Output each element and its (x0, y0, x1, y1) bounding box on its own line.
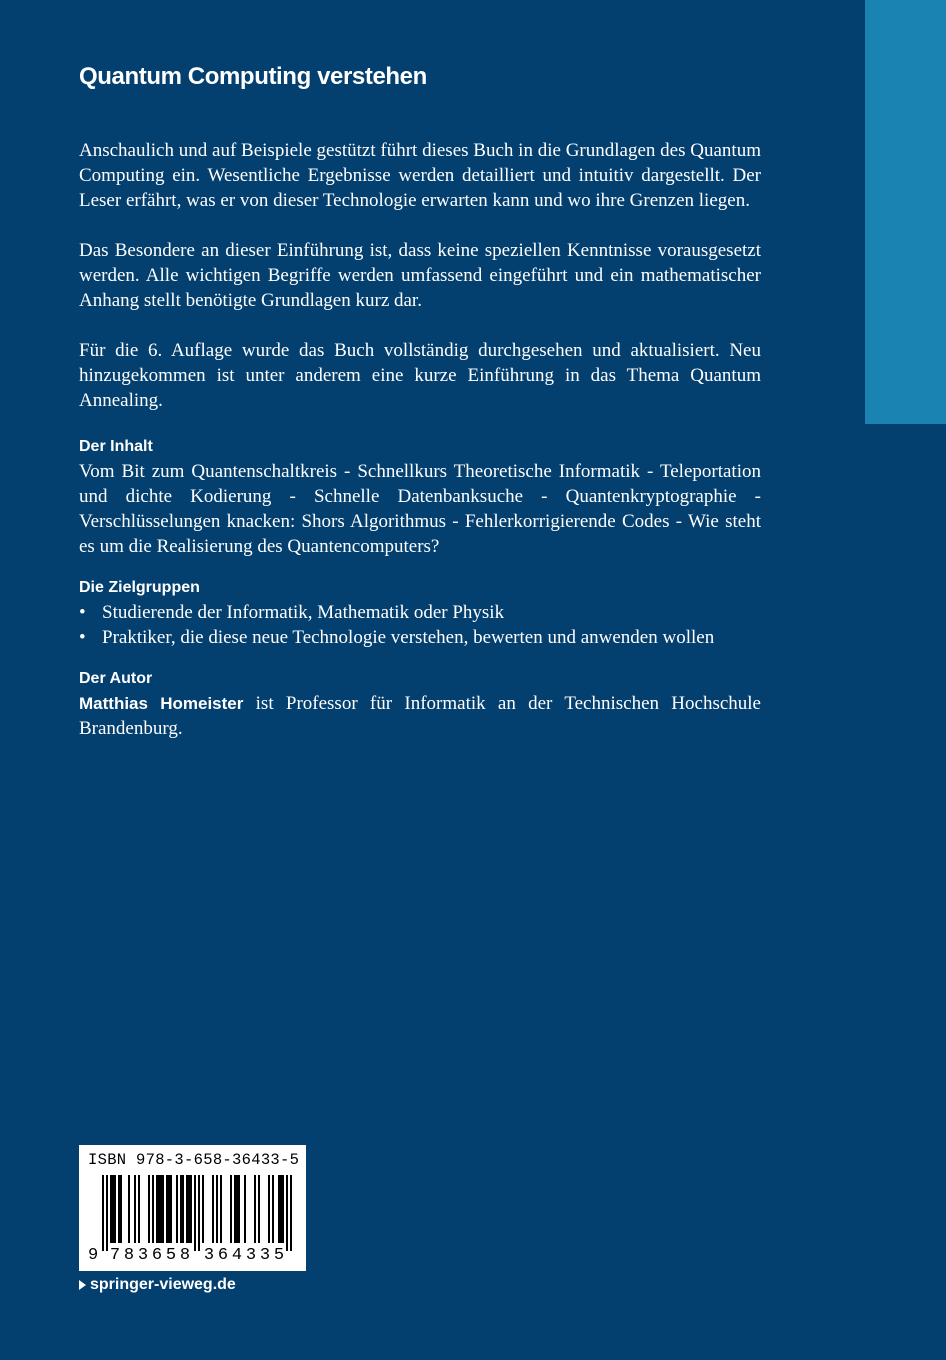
barcode-bar (102, 1175, 104, 1251)
barcode-bar (112, 1175, 114, 1243)
audience-heading: Die Zielgruppen (79, 579, 200, 596)
barcode-bar (282, 1175, 284, 1243)
barcode-bar (114, 1175, 116, 1243)
barcode-bar (238, 1175, 240, 1243)
barcode-bar (110, 1175, 112, 1243)
side-accent-stripe (865, 0, 946, 424)
intro-paragraph-1: Anschaulich und auf Beispiele gestützt führt dieses Buch in die Grundlagen des Quantum Computing ein. Wesentliche Ergebnisse werden detailliert und intuitiv dargestellt. Der Leser erfährt, was er von dieser Technologie erwarten kann und wo ihre Grenzen liegen. (79, 140, 761, 211)
barcode-bar (190, 1175, 192, 1243)
barcode-bar (182, 1175, 184, 1243)
barcode-bar (180, 1175, 182, 1243)
barcode-bar (138, 1175, 140, 1243)
list-item: • Studierende der Informatik, Mathematik oder Physik (79, 600, 761, 625)
barcode-bar (290, 1175, 292, 1251)
contents-text: Vom Bit zum Quantenschaltkreis - Schnellkurs Theoretische Informatik - Teleportation und dichte Kodierung - Schnelle Datenbanksuche - Quantenkryptographie - Verschlüsselungen knacken: Shors Algorithmus - Fehlerkorrigierende Codes - Wie steht es um die Realisierung des Quantencomputers? (79, 461, 761, 557)
contents-heading: Der Inhalt (79, 438, 153, 455)
barcode-bar (160, 1175, 162, 1243)
ean-digit: 8 (179, 1246, 191, 1265)
barcode-bar (280, 1175, 282, 1243)
barcode-bar (234, 1175, 236, 1243)
ean-digit: 4 (231, 1246, 243, 1265)
barcode-bar (168, 1175, 170, 1243)
barcode-bar (106, 1175, 108, 1251)
ean-digit: 3 (203, 1246, 215, 1265)
audience-list (79, 600, 761, 650)
barcode-bar (162, 1175, 164, 1243)
ean-digit: 5 (165, 1246, 177, 1265)
page-title: Quantum Computing verstehen (79, 63, 427, 90)
ean-digit: 8 (123, 1246, 135, 1265)
barcode-bar (148, 1175, 150, 1243)
barcode-bar (236, 1175, 238, 1243)
barcode-bar (158, 1175, 160, 1243)
list-item: • Praktiker, die diese neue Technologie verstehen, bewerten und anwenden wollen (79, 625, 761, 650)
barcode-bar (212, 1175, 214, 1243)
isbn-label: ISBN 978-3-658-36433-5 (88, 1151, 300, 1169)
intro-paragraph-2: Das Besondere an dieser Einführung ist, dass keine speziellen Kenntnisse vorausgesetzt werden. Alle wichtigen Begriffe werden umfassend eingeführt und ein mathematischer Anhang stellt benötigte Grundlagen kurz dar. (79, 240, 761, 311)
barcode-bar (244, 1175, 246, 1243)
audience-section (79, 575, 761, 650)
barcode-bar (268, 1175, 270, 1243)
intro-paragraph-3: Für die 6. Auflage wurde das Buch vollständig durchgesehen und aktualisiert. Neu hinzugekommen ist unter anderem eine kurze Einführung in das Thema Quantum Annealing. (79, 340, 761, 411)
back-cover-text (79, 60, 761, 757)
barcode-bar (254, 1175, 256, 1243)
isbn-barcode (79, 1145, 306, 1271)
ean-digit: 7 (109, 1246, 121, 1265)
barcode-bar (198, 1175, 200, 1251)
barcode-bar (220, 1175, 222, 1243)
ean-digit: 3 (137, 1246, 149, 1265)
barcode-bar (128, 1175, 130, 1243)
barcode-bar (152, 1175, 154, 1243)
barcode-bar (120, 1175, 122, 1243)
barcode-bar (170, 1175, 172, 1243)
barcode-bar (194, 1175, 196, 1251)
barcode-bar (202, 1175, 204, 1243)
barcode-bar (176, 1175, 178, 1243)
barcode-bar (230, 1175, 232, 1243)
barcode-bar (258, 1175, 260, 1243)
barcode-bar (156, 1175, 158, 1243)
ean-digit: 6 (217, 1246, 229, 1265)
barcode-bar (188, 1175, 190, 1243)
barcode-bar (118, 1175, 120, 1243)
ean-digit: 3 (259, 1246, 271, 1265)
publisher-link[interactable] (79, 1275, 236, 1295)
ean-digit: 3 (245, 1246, 257, 1265)
author-name: Matthias Homeister (79, 694, 244, 713)
barcode-bar (216, 1175, 218, 1243)
author-bio (79, 691, 761, 741)
barcode-bar (278, 1175, 280, 1243)
author-heading: Der Autor (79, 670, 153, 687)
ean-digit: 5 (273, 1246, 285, 1265)
barcode-bar (186, 1175, 188, 1243)
contents-section (79, 434, 761, 559)
publisher-url: springer-vieweg.de (90, 1276, 236, 1293)
ean-digit: 6 (151, 1246, 163, 1265)
barcode-bar (272, 1175, 274, 1243)
author-section (79, 666, 761, 741)
ean-first-digit: 9 (88, 1246, 99, 1265)
author-bio-text: ist Professor für Informatik an der Technischen Hochschule Brandenburg. (79, 693, 761, 739)
arrow-right-icon (79, 1280, 86, 1290)
barcode-bar (166, 1175, 168, 1243)
barcode-bar (134, 1175, 136, 1243)
barcode-bar (286, 1175, 288, 1251)
